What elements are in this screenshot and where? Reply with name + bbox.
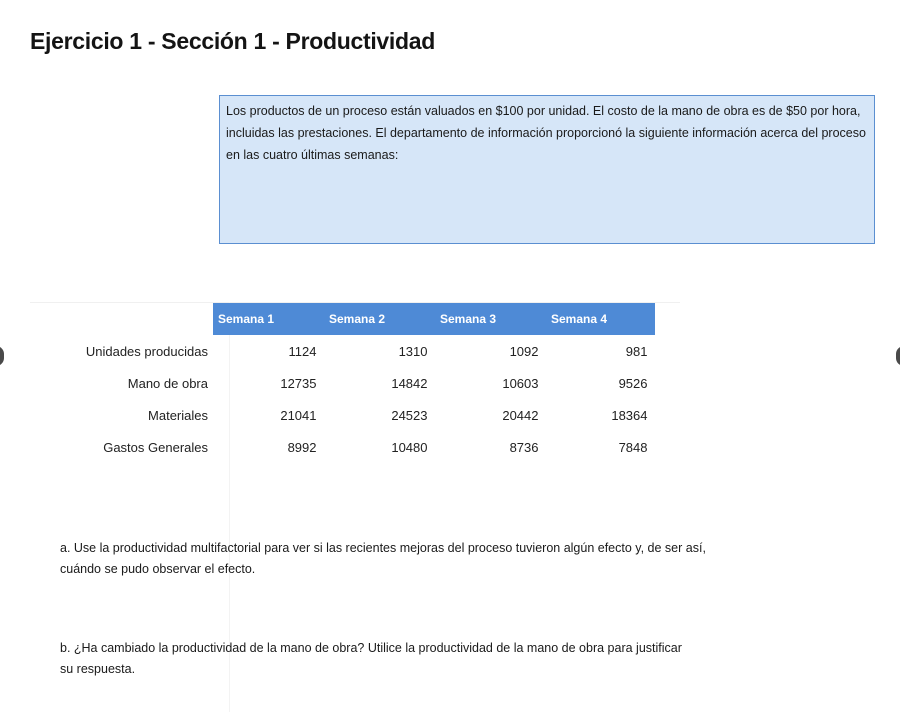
row-label: Mano de obra [127, 375, 208, 391]
table-cell: 1092 [509, 343, 539, 359]
weekly-data-table [0, 303, 655, 463]
table-cell: 8736 [509, 439, 539, 455]
header-semana-3: Semana 3 [435, 303, 546, 335]
table-cell: 10603 [502, 375, 539, 391]
table-row-materiales [0, 399, 655, 431]
table-cell: 20442 [502, 407, 539, 423]
table-cell: 8992 [287, 439, 317, 455]
table-header-row [0, 303, 655, 335]
header-semana-1: Semana 1 [213, 303, 324, 335]
question-a: a. Use la productividad multifactorial para ver si las recientes mejoras del proceso tuvieron algún efecto y, de ser así, cuándo se pudo observar el efecto. [60, 541, 706, 576]
row-label: Materiales [148, 407, 208, 423]
question-b: b. ¿Ha cambiado la productividad de la mano de obra? Utilice la productividad de la mano de obra para justificar su respuesta. [60, 641, 682, 676]
table-row-unidades-producidas [0, 335, 655, 367]
table-cell: 981 [625, 343, 648, 359]
header-semana-4: Semana 4 [546, 303, 655, 335]
header-semana-2: Semana 2 [324, 303, 435, 335]
table-cell: 1310 [398, 343, 428, 359]
table-cell: 10480 [391, 439, 428, 455]
table-cell: 14842 [391, 375, 428, 391]
page-title: Ejercicio 1 - Sección 1 - Productividad [30, 28, 435, 54]
row-label: Unidades producidas [85, 343, 208, 359]
table-cell: 21041 [280, 407, 317, 423]
header-blank-cell [0, 303, 213, 335]
table-row-mano-de-obra [0, 367, 655, 399]
table-cell: 7848 [618, 439, 648, 455]
table-cell: 12735 [280, 375, 317, 391]
row-label: Gastos Generales [103, 439, 208, 455]
table-cell: 9526 [618, 375, 648, 391]
right-nav-arrow-icon[interactable] [896, 346, 900, 366]
intro-text-box: Los productos de un proceso están valuados en $100 por unidad. El costo de la mano de obra es de $50 por hora, incluidas las prestaciones. El departamento de información proporcionó la siguiente información acerca del proceso en las cuatro últimas semanas: [219, 95, 875, 244]
table-cell: 18364 [611, 407, 648, 423]
table-row-gastos-generales [0, 431, 655, 463]
table-cell: 1124 [288, 343, 317, 359]
table-cell: 24523 [391, 407, 428, 423]
